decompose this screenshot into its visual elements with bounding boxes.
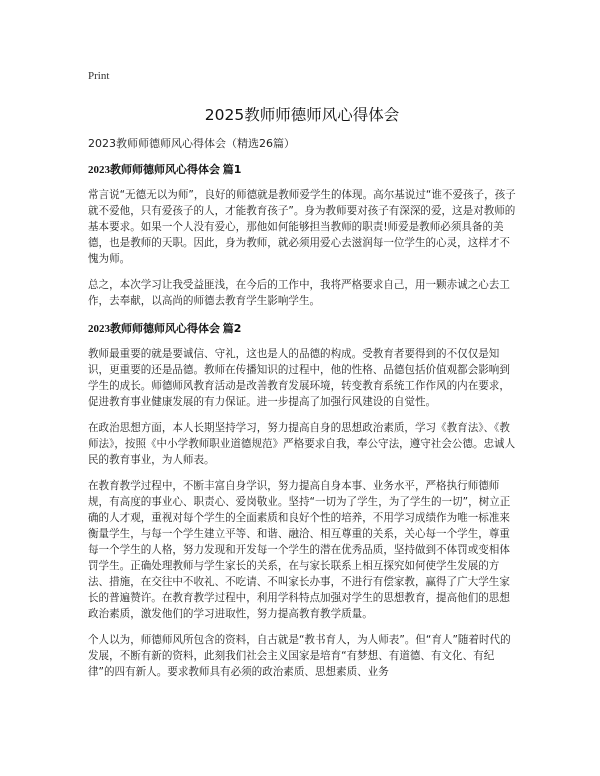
section-heading-2-number: 篇2	[222, 322, 242, 335]
section-1-paragraph-1: 常言说“无德无以为师”，良好的师德就是教师爱学生的体现。高尔基说过“谁不爱孩子，孩子就不爱他，只有爱孩子的人，才能教育孩子”。身为教师要对孩子有深深的爱，这是对教师的基本要求。如果一个人没有爱心，那他如何能够担当教师的职责!师爱是教师必须具备的美德，也是教师的天职。因此，身为教师，就必须用爱心去滋润每一位学生的心灵，这样才不愧为师。	[88, 189, 516, 265]
document-subtitle: 2023教师师德师风心得体会（精选26篇）	[88, 137, 295, 150]
document-title: 2025教师师德师风心得体会	[204, 106, 400, 124]
document-page	[88, 68, 516, 680]
section-2-paragraph-2: 在政治思想方面，本人长期坚持学习，努力提高自身的思想政治素质，学习《教育法》、《教师法》，按照《中小学教师职业道德规范》严格要求自我，奉公守法，遵守社会公德。忠诚人民的教育事业，为人师表。	[88, 422, 516, 466]
section-2-paragraph-4: 个人以为，师德师风所包含的资料，自古就是“教书育人，为人师表”。但“育人”随着时代的发展，不断有新的资料，此刻我们社会主义国家是培育“有梦想、有道德、有文化、有纪律”的四有新人。要求教师具有必须的政治素质、思想素质、业务	[88, 634, 511, 678]
section-2-paragraph-1: 教师最重要的就是要诚信、守礼，这也是人的品德的构成。受教育者要得到的不仅仅是知识，更重要的还是品德。教师在传播知识的过程中，他的性格、品德包括价值观都会影响到学生的成长。师德师风教育活动是改善教育发展环境，转变教育系统工作作风的内在要求，促进教育事业健康发展的有力保证。进一步提高了加强行风建设的自觉性。	[88, 348, 510, 408]
section-1-paragraph-2: 总之，本次学习让我受益匪浅，在今后的工作中，我将严格要求自己，用一颗赤诚之心去工作，去奉献，以高尚的师德去教育学生影响学生。	[88, 279, 510, 307]
section-heading-1-number: 篇1	[222, 163, 242, 176]
print-link[interactable]: Print	[88, 70, 110, 82]
section-heading-1-title: 2023教师师德师风心得体会	[88, 164, 220, 176]
section-heading-2	[88, 321, 516, 337]
section-heading-2-title: 2023教师师德师风心得体会	[88, 323, 220, 335]
section-2-paragraph-3: 在教育教学过程中，不断丰富自身学识，努力提高自身本事、业务水平，严格执行师德师规，有高度的事业心、职责心、爱岗敬业。坚持“一切为了学生，为了学生的一切”，树立正确的人才观，重视对每个学生的全面素质和良好个性的培养，不用学习成绩作为唯一标准来衡量学生，与每一个学生建立平等、和谐、融洽、相互尊重的关系，关心每一个学生，尊重每一个学生的人格，努力发现和开发每一个学生的潜在优秀品质，坚持做到不体罚或变相体罚学生。正确处理教师与学生家长的关系，在与家长联系上相互探究如何使学生发展的方法、措施，在交往中不收礼、不吃请、不叫家长办事，不进行有偿家教，赢得了广大学生家长的普遍赞许。在教育教学过程中，利用学科特点加强对学生的思想教育，提高他们的思想政治素质，激发他们的学习进取性，努力提高教育教学质量。	[88, 480, 511, 620]
section-heading-1	[88, 162, 516, 178]
